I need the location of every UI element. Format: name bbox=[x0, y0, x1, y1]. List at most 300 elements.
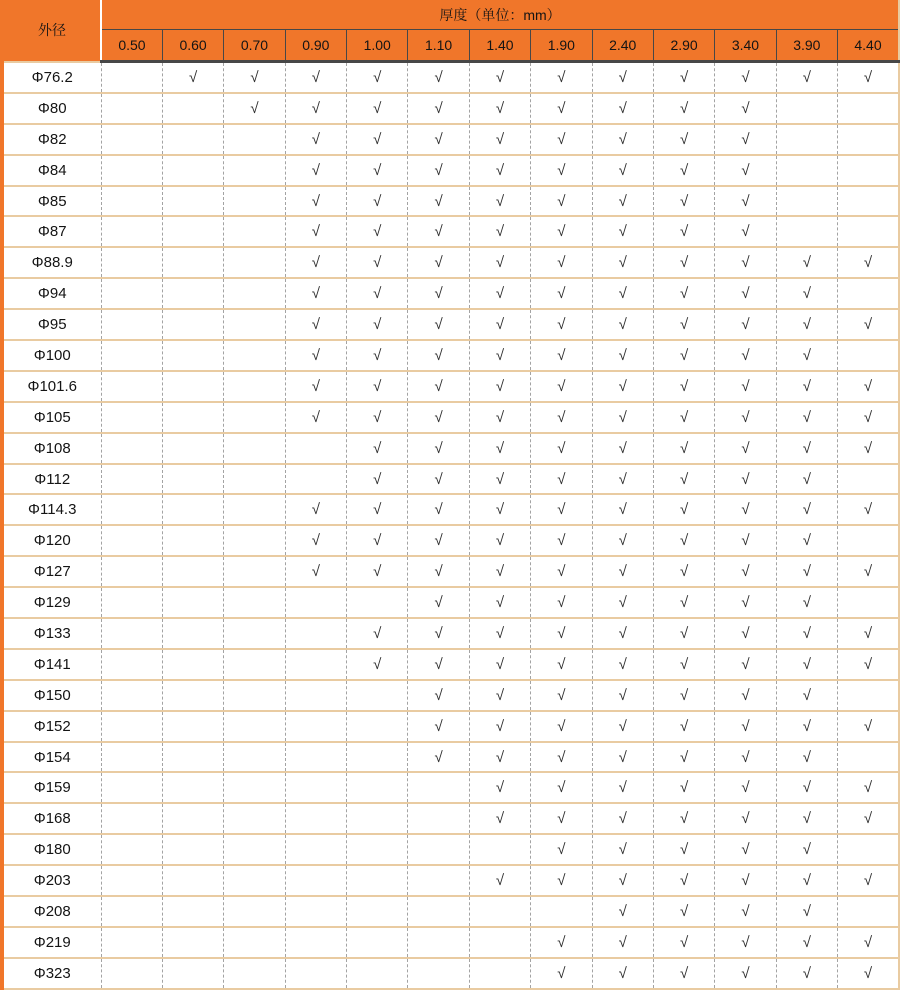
empty-cell bbox=[224, 278, 285, 309]
check-cell: √ bbox=[592, 124, 653, 155]
check-cell: √ bbox=[531, 433, 592, 464]
empty-cell bbox=[101, 247, 162, 278]
table-row bbox=[2, 93, 899, 124]
empty-cell bbox=[101, 803, 162, 834]
empty-cell bbox=[224, 124, 285, 155]
check-cell: √ bbox=[531, 742, 592, 773]
empty-cell bbox=[224, 433, 285, 464]
table-row bbox=[2, 525, 899, 556]
empty-cell bbox=[285, 958, 346, 989]
empty-cell bbox=[162, 711, 223, 742]
check-cell: √ bbox=[531, 464, 592, 495]
check-cell: √ bbox=[776, 896, 837, 927]
table-row bbox=[2, 247, 899, 278]
diameter-cell: Φ84 bbox=[2, 155, 101, 186]
check-cell: √ bbox=[653, 371, 714, 402]
table-body bbox=[2, 62, 899, 989]
empty-cell bbox=[285, 834, 346, 865]
empty-cell bbox=[224, 772, 285, 803]
empty-cell bbox=[285, 464, 346, 495]
check-cell: √ bbox=[469, 93, 530, 124]
check-cell: √ bbox=[592, 525, 653, 556]
check-cell: √ bbox=[531, 556, 592, 587]
empty-cell bbox=[162, 433, 223, 464]
thickness-header-cell: 1.40 bbox=[469, 30, 530, 62]
check-cell: √ bbox=[715, 556, 776, 587]
check-cell: √ bbox=[408, 371, 469, 402]
check-cell: √ bbox=[838, 618, 900, 649]
header-row-thickness-values bbox=[2, 30, 899, 62]
check-cell: √ bbox=[653, 247, 714, 278]
check-cell: √ bbox=[347, 309, 408, 340]
diameter-cell: Φ88.9 bbox=[2, 247, 101, 278]
table-row bbox=[2, 124, 899, 155]
check-cell: √ bbox=[531, 834, 592, 865]
check-cell: √ bbox=[469, 216, 530, 247]
check-cell: √ bbox=[469, 772, 530, 803]
diameter-cell: Φ87 bbox=[2, 216, 101, 247]
diameter-cell: Φ76.2 bbox=[2, 62, 101, 93]
check-cell: √ bbox=[531, 402, 592, 433]
empty-cell bbox=[347, 834, 408, 865]
check-cell: √ bbox=[838, 402, 900, 433]
empty-cell bbox=[347, 587, 408, 618]
empty-cell bbox=[838, 124, 900, 155]
check-cell: √ bbox=[653, 62, 714, 93]
check-cell: √ bbox=[469, 587, 530, 618]
check-cell: √ bbox=[408, 93, 469, 124]
empty-cell bbox=[469, 927, 530, 958]
empty-cell bbox=[408, 958, 469, 989]
check-cell: √ bbox=[469, 742, 530, 773]
check-cell: √ bbox=[531, 278, 592, 309]
check-cell: √ bbox=[592, 772, 653, 803]
check-cell: √ bbox=[285, 309, 346, 340]
empty-cell bbox=[285, 896, 346, 927]
check-cell: √ bbox=[715, 649, 776, 680]
diameter-cell: Φ208 bbox=[2, 896, 101, 927]
empty-cell bbox=[224, 958, 285, 989]
table-row bbox=[2, 742, 899, 773]
check-cell: √ bbox=[531, 186, 592, 217]
check-cell: √ bbox=[469, 247, 530, 278]
check-cell: √ bbox=[715, 803, 776, 834]
diameter-cell: Φ112 bbox=[2, 464, 101, 495]
empty-cell bbox=[224, 896, 285, 927]
empty-cell bbox=[162, 958, 223, 989]
empty-cell bbox=[285, 711, 346, 742]
check-cell: √ bbox=[347, 62, 408, 93]
table-row bbox=[2, 896, 899, 927]
check-cell: √ bbox=[469, 278, 530, 309]
check-cell: √ bbox=[838, 958, 900, 989]
empty-cell bbox=[101, 896, 162, 927]
check-cell: √ bbox=[776, 278, 837, 309]
check-cell: √ bbox=[469, 618, 530, 649]
empty-cell bbox=[838, 834, 900, 865]
check-cell: √ bbox=[653, 93, 714, 124]
thickness-group-header: 厚度（单位：mm） bbox=[101, 0, 899, 30]
diameter-cell: Φ129 bbox=[2, 587, 101, 618]
empty-cell bbox=[101, 587, 162, 618]
empty-cell bbox=[101, 711, 162, 742]
empty-cell bbox=[347, 742, 408, 773]
table-row bbox=[2, 618, 899, 649]
check-cell: √ bbox=[408, 556, 469, 587]
check-cell: √ bbox=[408, 402, 469, 433]
table-row bbox=[2, 649, 899, 680]
check-cell: √ bbox=[347, 93, 408, 124]
empty-cell bbox=[101, 340, 162, 371]
check-cell: √ bbox=[715, 62, 776, 93]
thickness-header-cell: 3.90 bbox=[776, 30, 837, 62]
empty-cell bbox=[101, 525, 162, 556]
empty-cell bbox=[224, 155, 285, 186]
check-cell: √ bbox=[838, 772, 900, 803]
thickness-header-cell: 2.90 bbox=[653, 30, 714, 62]
empty-cell bbox=[224, 618, 285, 649]
check-cell: √ bbox=[592, 433, 653, 464]
check-cell: √ bbox=[285, 155, 346, 186]
thickness-header-cell: 0.90 bbox=[285, 30, 346, 62]
empty-cell bbox=[408, 865, 469, 896]
check-cell: √ bbox=[408, 340, 469, 371]
empty-cell bbox=[224, 402, 285, 433]
check-cell: √ bbox=[653, 742, 714, 773]
empty-cell bbox=[224, 556, 285, 587]
check-cell: √ bbox=[469, 649, 530, 680]
diameter-cell: Φ108 bbox=[2, 433, 101, 464]
check-cell: √ bbox=[653, 587, 714, 618]
empty-cell bbox=[285, 865, 346, 896]
table-row bbox=[2, 464, 899, 495]
check-cell: √ bbox=[592, 155, 653, 186]
check-cell: √ bbox=[653, 340, 714, 371]
check-cell: √ bbox=[531, 216, 592, 247]
empty-cell bbox=[347, 711, 408, 742]
check-cell: √ bbox=[592, 278, 653, 309]
check-cell: √ bbox=[408, 186, 469, 217]
check-cell: √ bbox=[715, 433, 776, 464]
check-cell: √ bbox=[653, 464, 714, 495]
empty-cell bbox=[347, 772, 408, 803]
empty-cell bbox=[224, 865, 285, 896]
table-row bbox=[2, 711, 899, 742]
check-cell: √ bbox=[347, 618, 408, 649]
check-cell: √ bbox=[408, 587, 469, 618]
empty-cell bbox=[224, 309, 285, 340]
check-cell: √ bbox=[838, 556, 900, 587]
thickness-header-cell: 0.60 bbox=[162, 30, 223, 62]
empty-cell bbox=[101, 556, 162, 587]
check-cell: √ bbox=[469, 803, 530, 834]
check-cell: √ bbox=[162, 62, 223, 93]
table-row bbox=[2, 587, 899, 618]
empty-cell bbox=[776, 124, 837, 155]
table-row bbox=[2, 340, 899, 371]
empty-cell bbox=[101, 680, 162, 711]
table-row bbox=[2, 927, 899, 958]
check-cell: √ bbox=[653, 124, 714, 155]
check-cell: √ bbox=[469, 402, 530, 433]
empty-cell bbox=[408, 896, 469, 927]
table-row bbox=[2, 278, 899, 309]
check-cell: √ bbox=[531, 525, 592, 556]
empty-cell bbox=[776, 93, 837, 124]
check-cell: √ bbox=[776, 556, 837, 587]
check-cell: √ bbox=[469, 186, 530, 217]
table-row bbox=[2, 494, 899, 525]
empty-cell bbox=[838, 186, 900, 217]
check-cell: √ bbox=[776, 927, 837, 958]
check-cell: √ bbox=[347, 247, 408, 278]
table-row bbox=[2, 556, 899, 587]
check-cell: √ bbox=[408, 124, 469, 155]
empty-cell bbox=[285, 680, 346, 711]
check-cell: √ bbox=[531, 93, 592, 124]
check-cell: √ bbox=[285, 278, 346, 309]
check-cell: √ bbox=[838, 371, 900, 402]
empty-cell bbox=[162, 402, 223, 433]
check-cell: √ bbox=[285, 402, 346, 433]
empty-cell bbox=[162, 247, 223, 278]
diameter-cell: Φ141 bbox=[2, 649, 101, 680]
empty-cell bbox=[224, 216, 285, 247]
check-cell: √ bbox=[776, 247, 837, 278]
empty-cell bbox=[469, 896, 530, 927]
check-cell: √ bbox=[408, 711, 469, 742]
check-cell: √ bbox=[469, 556, 530, 587]
empty-cell bbox=[101, 402, 162, 433]
empty-cell bbox=[408, 927, 469, 958]
empty-cell bbox=[224, 186, 285, 217]
check-cell: √ bbox=[776, 525, 837, 556]
diameter-cell: Φ100 bbox=[2, 340, 101, 371]
check-cell: √ bbox=[408, 155, 469, 186]
check-cell: √ bbox=[838, 62, 900, 93]
check-cell: √ bbox=[531, 62, 592, 93]
check-cell: √ bbox=[347, 525, 408, 556]
empty-cell bbox=[101, 433, 162, 464]
check-cell: √ bbox=[592, 896, 653, 927]
check-cell: √ bbox=[653, 278, 714, 309]
check-cell: √ bbox=[592, 464, 653, 495]
empty-cell bbox=[224, 247, 285, 278]
check-cell: √ bbox=[838, 494, 900, 525]
check-cell: √ bbox=[592, 834, 653, 865]
check-cell: √ bbox=[776, 309, 837, 340]
check-cell: √ bbox=[531, 803, 592, 834]
empty-cell bbox=[162, 216, 223, 247]
check-cell: √ bbox=[715, 958, 776, 989]
table-row bbox=[2, 834, 899, 865]
empty-cell bbox=[162, 649, 223, 680]
check-cell: √ bbox=[776, 772, 837, 803]
check-cell: √ bbox=[531, 340, 592, 371]
check-cell: √ bbox=[408, 680, 469, 711]
empty-cell bbox=[285, 649, 346, 680]
outer-diameter-header: 外径 bbox=[2, 0, 101, 62]
check-cell: √ bbox=[531, 494, 592, 525]
diameter-cell: Φ101.6 bbox=[2, 371, 101, 402]
empty-cell bbox=[101, 309, 162, 340]
check-cell: √ bbox=[653, 618, 714, 649]
empty-cell bbox=[224, 834, 285, 865]
diameter-cell: Φ150 bbox=[2, 680, 101, 711]
check-cell: √ bbox=[653, 649, 714, 680]
check-cell: √ bbox=[592, 649, 653, 680]
check-cell: √ bbox=[408, 62, 469, 93]
empty-cell bbox=[101, 371, 162, 402]
empty-cell bbox=[162, 587, 223, 618]
empty-cell bbox=[162, 618, 223, 649]
empty-cell bbox=[101, 865, 162, 896]
check-cell: √ bbox=[838, 247, 900, 278]
empty-cell bbox=[347, 680, 408, 711]
check-cell: √ bbox=[347, 340, 408, 371]
empty-cell bbox=[101, 464, 162, 495]
check-cell: √ bbox=[776, 865, 837, 896]
check-cell: √ bbox=[653, 525, 714, 556]
check-cell: √ bbox=[653, 711, 714, 742]
check-cell: √ bbox=[776, 803, 837, 834]
empty-cell bbox=[224, 494, 285, 525]
table-row bbox=[2, 402, 899, 433]
check-cell: √ bbox=[469, 711, 530, 742]
empty-cell bbox=[162, 803, 223, 834]
check-cell: √ bbox=[408, 247, 469, 278]
empty-cell bbox=[776, 216, 837, 247]
check-cell: √ bbox=[469, 464, 530, 495]
empty-cell bbox=[101, 278, 162, 309]
check-cell: √ bbox=[531, 124, 592, 155]
empty-cell bbox=[162, 124, 223, 155]
check-cell: √ bbox=[408, 309, 469, 340]
check-cell: √ bbox=[347, 494, 408, 525]
table-header bbox=[2, 0, 899, 62]
table-row bbox=[2, 186, 899, 217]
check-cell: √ bbox=[347, 186, 408, 217]
empty-cell bbox=[101, 742, 162, 773]
check-cell: √ bbox=[653, 309, 714, 340]
check-cell: √ bbox=[531, 680, 592, 711]
check-cell: √ bbox=[715, 124, 776, 155]
check-cell: √ bbox=[285, 556, 346, 587]
check-cell: √ bbox=[715, 525, 776, 556]
table-row bbox=[2, 958, 899, 989]
thickness-header-cell: 1.00 bbox=[347, 30, 408, 62]
check-cell: √ bbox=[469, 680, 530, 711]
check-cell: √ bbox=[224, 93, 285, 124]
check-cell: √ bbox=[347, 124, 408, 155]
check-cell: √ bbox=[592, 742, 653, 773]
empty-cell bbox=[224, 340, 285, 371]
check-cell: √ bbox=[408, 494, 469, 525]
empty-cell bbox=[224, 587, 285, 618]
check-cell: √ bbox=[776, 649, 837, 680]
empty-cell bbox=[162, 278, 223, 309]
check-cell: √ bbox=[653, 186, 714, 217]
empty-cell bbox=[838, 742, 900, 773]
empty-cell bbox=[162, 186, 223, 217]
check-cell: √ bbox=[838, 433, 900, 464]
check-cell: √ bbox=[715, 309, 776, 340]
empty-cell bbox=[838, 93, 900, 124]
check-cell: √ bbox=[838, 927, 900, 958]
empty-cell bbox=[224, 525, 285, 556]
check-cell: √ bbox=[776, 711, 837, 742]
table-row bbox=[2, 155, 899, 186]
check-cell: √ bbox=[285, 186, 346, 217]
check-cell: √ bbox=[715, 186, 776, 217]
check-cell: √ bbox=[653, 896, 714, 927]
check-cell: √ bbox=[592, 958, 653, 989]
check-cell: √ bbox=[469, 62, 530, 93]
check-cell: √ bbox=[592, 216, 653, 247]
empty-cell bbox=[285, 433, 346, 464]
check-cell: √ bbox=[531, 958, 592, 989]
check-cell: √ bbox=[715, 896, 776, 927]
empty-cell bbox=[162, 309, 223, 340]
diameter-cell: Φ95 bbox=[2, 309, 101, 340]
check-cell: √ bbox=[531, 587, 592, 618]
check-cell: √ bbox=[715, 464, 776, 495]
thickness-header-cell: 0.50 bbox=[101, 30, 162, 62]
empty-cell bbox=[101, 927, 162, 958]
check-cell: √ bbox=[653, 803, 714, 834]
check-cell: √ bbox=[776, 62, 837, 93]
empty-cell bbox=[162, 896, 223, 927]
empty-cell bbox=[347, 803, 408, 834]
check-cell: √ bbox=[531, 711, 592, 742]
table-row bbox=[2, 772, 899, 803]
check-cell: √ bbox=[653, 155, 714, 186]
empty-cell bbox=[838, 216, 900, 247]
empty-cell bbox=[101, 649, 162, 680]
check-cell: √ bbox=[653, 680, 714, 711]
empty-cell bbox=[224, 803, 285, 834]
table-row bbox=[2, 309, 899, 340]
empty-cell bbox=[838, 155, 900, 186]
diameter-cell: Φ133 bbox=[2, 618, 101, 649]
check-cell: √ bbox=[469, 340, 530, 371]
check-cell: √ bbox=[531, 649, 592, 680]
empty-cell bbox=[347, 865, 408, 896]
table-row bbox=[2, 865, 899, 896]
check-cell: √ bbox=[531, 772, 592, 803]
check-cell: √ bbox=[531, 927, 592, 958]
empty-cell bbox=[101, 124, 162, 155]
empty-cell bbox=[285, 927, 346, 958]
check-cell: √ bbox=[838, 711, 900, 742]
check-cell: √ bbox=[776, 402, 837, 433]
check-cell: √ bbox=[715, 494, 776, 525]
check-cell: √ bbox=[653, 958, 714, 989]
check-cell: √ bbox=[531, 155, 592, 186]
diameter-cell: Φ219 bbox=[2, 927, 101, 958]
diameter-cell: Φ82 bbox=[2, 124, 101, 155]
check-cell: √ bbox=[715, 278, 776, 309]
check-cell: √ bbox=[592, 371, 653, 402]
check-cell: √ bbox=[592, 865, 653, 896]
check-cell: √ bbox=[592, 587, 653, 618]
empty-cell bbox=[162, 340, 223, 371]
empty-cell bbox=[101, 618, 162, 649]
thickness-header-cell: 1.10 bbox=[408, 30, 469, 62]
empty-cell bbox=[162, 494, 223, 525]
table-row bbox=[2, 433, 899, 464]
check-cell: √ bbox=[347, 649, 408, 680]
